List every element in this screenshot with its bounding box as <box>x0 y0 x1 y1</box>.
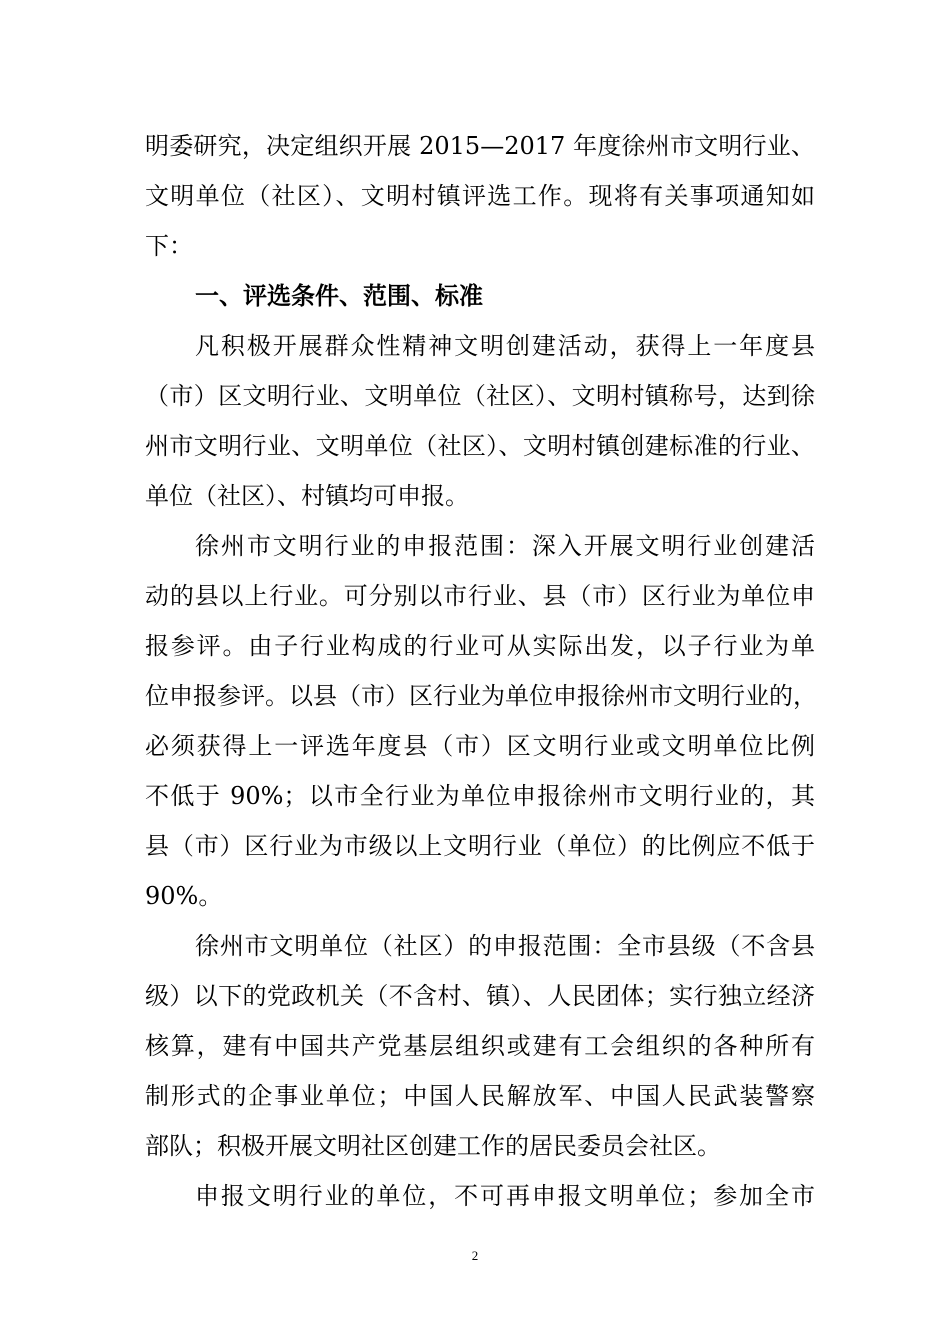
body-text-line: 不低于 90%；以市全行业为单位申报徐州市文明行业的，其 <box>145 782 815 810</box>
body-text-line: 位申报参评。以县（市）区行业为单位申报徐州市文明行业的， <box>145 682 817 710</box>
body-text-line: 州市文明行业、文明单位（社区）、文明村镇创建标准的行业、 <box>145 432 815 460</box>
page-number: 2 <box>471 1248 479 1263</box>
body-text-line: 徐州市文明单位（社区）的申报范围：全市县级（不含县 <box>195 932 815 960</box>
body-text-line: （市）区文明行业、文明单位（社区）、文明村镇称号，达到徐 <box>145 382 815 410</box>
body-text-line: 申报文明行业的单位，不可再申报文明单位；参加全市 <box>195 1182 815 1210</box>
body-text-line: 文明单位（社区）、文明村镇评选工作。现将有关事项通知如 <box>145 182 815 210</box>
body-text-line: 徐州市文明行业的申报范围：深入开展文明行业创建活 <box>195 532 815 560</box>
body-text-line: 明委研究，决定组织开展 2015—2017 年度徐州市文明行业、 <box>145 132 815 160</box>
body-text-line: 级）以下的党政机关（不含村、镇）、人民团体；实行独立经济 <box>145 982 815 1010</box>
body-text-line: 90%。 <box>145 882 223 910</box>
body-text-line: 制形式的企事业单位；中国人民解放军、中国人民武装警察 <box>145 1082 815 1110</box>
body-text-line: 动的县以上行业。可分别以市行业、县（市）区行业为单位申 <box>145 582 815 610</box>
body-text-line: 核算，建有中国共产党基层组织或建有工会组织的各种所有 <box>145 1032 815 1060</box>
body-text-line: 县（市）区行业为市级以上文明行业（单位）的比例应不低于 <box>145 832 815 860</box>
body-text-line: 报参评。由子行业构成的行业可从实际出发，以子行业为单 <box>145 632 815 660</box>
body-text-line: 必须获得上一评选年度县（市）区文明行业或文明单位比例 <box>145 732 815 760</box>
body-text-line: 单位（社区）、村镇均可申报。 <box>145 482 469 510</box>
section-heading: 一、评选条件、范围、标准 <box>195 282 483 310</box>
body-text-line: 下： <box>145 232 193 260</box>
body-text-line: 部队；积极开展文明社区创建工作的居民委员会社区。 <box>145 1132 721 1160</box>
body-text-line: 凡积极开展群众性精神文明创建活动，获得上一年度县 <box>195 332 815 360</box>
